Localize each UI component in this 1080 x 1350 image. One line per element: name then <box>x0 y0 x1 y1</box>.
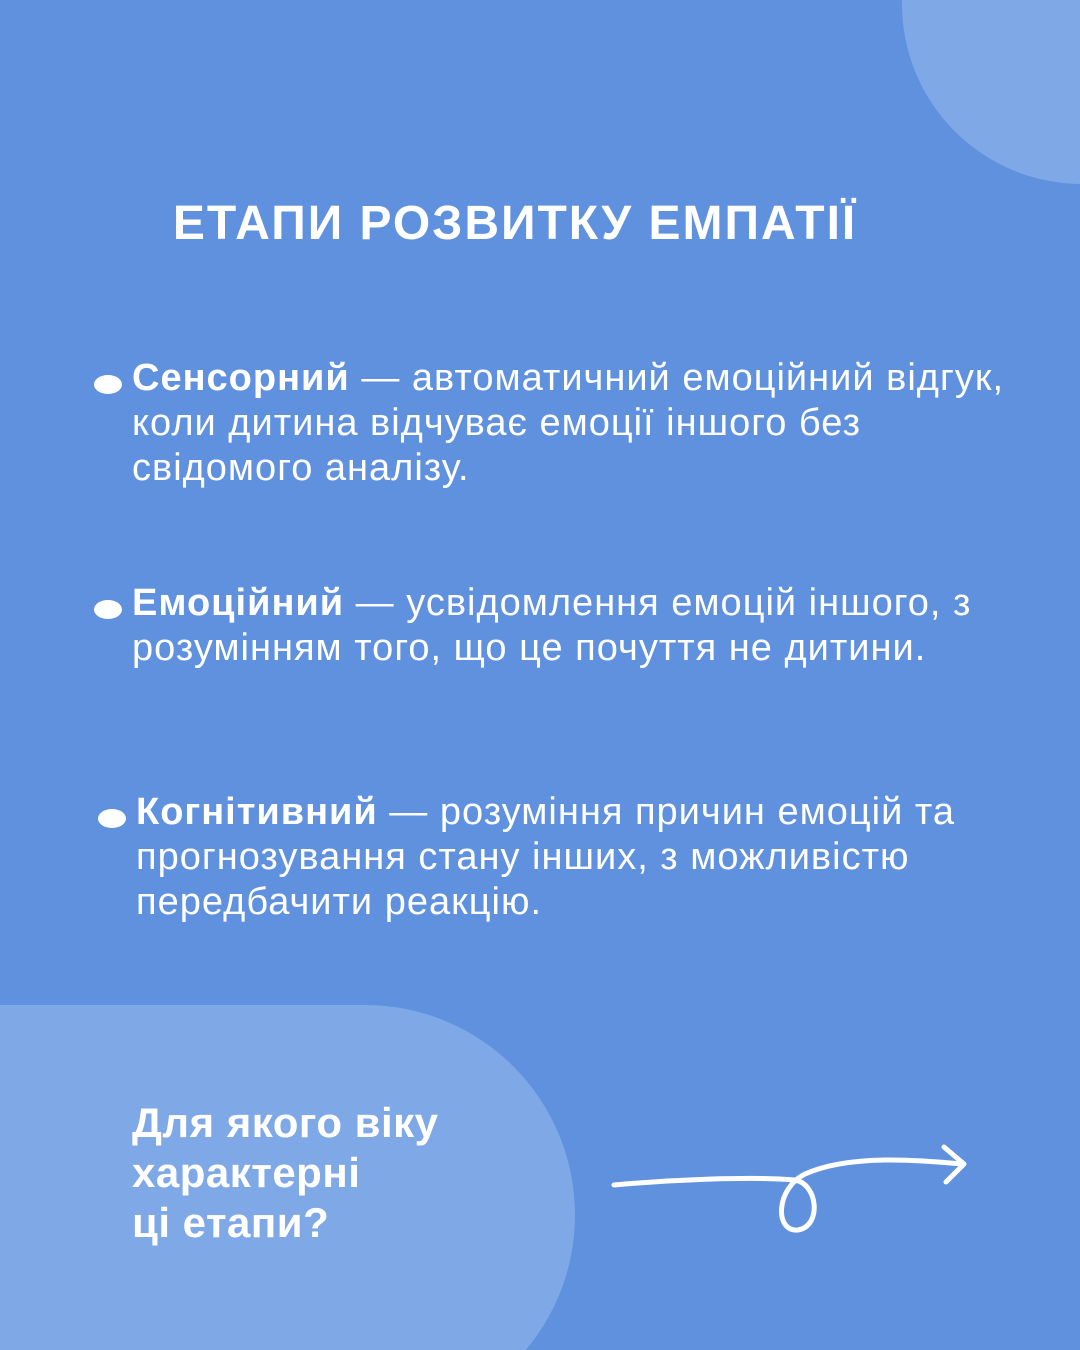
stage-description: автоматичний емоційний відгук, коли дитина відчуває емоції іншого без свідомого аналізу. <box>132 357 1005 489</box>
stage-cognitive <box>136 790 1016 925</box>
stage-term: Емоційний <box>132 582 345 624</box>
stage-description: розуміння причин емоцій та прогнозування стану інших, з можливістю передбачити реакцію. <box>136 791 955 923</box>
stage-sensory <box>132 356 1012 491</box>
question-line: Для якого віку <box>132 1099 439 1146</box>
stage-text <box>136 790 1016 925</box>
bullet-dot-icon <box>98 809 126 828</box>
stage-separator: — <box>349 357 412 399</box>
stage-emotional <box>132 581 1012 671</box>
page-title: ЕТАПИ РОЗВИТКУ ЕМПАТІЇ <box>172 197 858 250</box>
stage-separator: — <box>344 582 407 624</box>
question-line: характерні <box>132 1149 361 1196</box>
stage-term: Когнітивний <box>136 791 378 833</box>
stage-text <box>132 581 1012 671</box>
question-line: ці етапи? <box>132 1199 330 1246</box>
corner-decor-circle <box>902 0 1080 184</box>
stage-description: усвідомлення емоцій іншого, з розумінням того, що це почуття не дитини. <box>132 582 972 669</box>
stage-text <box>132 356 1012 491</box>
question-text <box>132 1098 552 1248</box>
bullet-dot-icon <box>94 600 122 619</box>
stage-separator: — <box>377 791 440 833</box>
stage-term: Сенсорний <box>132 357 350 399</box>
swirl-arrow-right-icon <box>600 1130 980 1240</box>
bullet-dot-icon <box>94 375 122 394</box>
